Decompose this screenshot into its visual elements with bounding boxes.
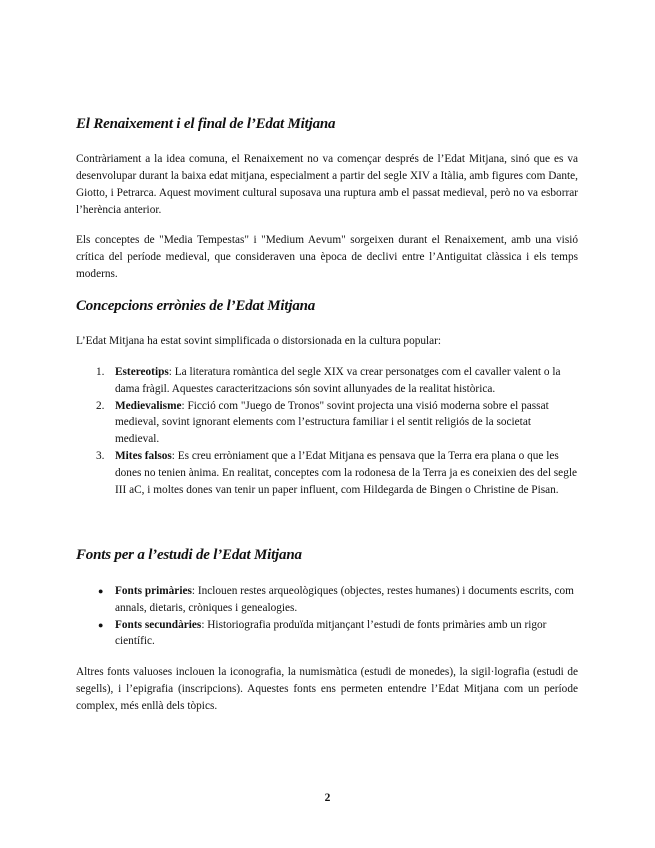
list-number: 2. [96, 399, 105, 412]
list-item [76, 364, 578, 398]
list-item-term: Mites falsos [115, 449, 172, 462]
list-item-text: : Ficció com "Juego de Tronos" sovint projecta una visió moderna sobre el passat medieval, sovint ignorant elements com l’estructura familiar i el sentit religiós de la societat medieval. [115, 399, 549, 446]
page-number: 2 [324, 792, 331, 804]
list-item [76, 617, 578, 651]
section-heading-renaixement: El Renaixement i el final de l’Edat Mitjana [76, 116, 336, 132]
list-item [76, 448, 578, 498]
list-item-term: Medievalisme [115, 399, 182, 412]
paragraph-renaixement-1: Contràriament a la idea comuna, el Renaixement no va començar després de l’Edat Mitjana, sinó que es va desenvolupar durant la baixa edat mitjana, especialment a partir del segle XIV a Itàlia, amb figures com Dante, Giotto, i Petrarca. Aquest moviment cultural suposava una ruptura amb el passat medieval, però no va esborrar l’herència anterior. [76, 153, 578, 216]
list-item [76, 398, 578, 448]
bullet-icon: ● [98, 619, 104, 630]
list-item-term: Fonts secundàries [115, 618, 202, 631]
list-item-term: Estereotips [115, 366, 169, 378]
paragraph-fonts-closing: Altres fonts valuoses inclouen la iconografia, la numismàtica (estudi de monedes), la sigil·lografia (estudi de segells), i l’epigrafia (inscripcions). Aquestes fonts ens permeten entendre l’Edat Mitjana com un període complex, més enllà dels tòpics. [76, 666, 578, 712]
paragraph-concepcions-intro: L’Edat Mitjana ha estat sovint simplificada o distorsionada en la cultura popular: [76, 335, 442, 347]
bullet-icon: ● [98, 586, 104, 596]
paragraph-renaixement-2: Els conceptes de "Media Tempestas" i "Medium Aevum" sorgeixen durant el Renaixement, amb una visió crítica del període medieval, que consideraven una època de declivi entre l’Antiguitat clàssica i els temps moderns. [76, 234, 578, 280]
list-item [76, 583, 578, 617]
section-heading-concepcions: Concepcions errònies de l’Edat Mitjana [76, 298, 316, 314]
sources-list [76, 583, 578, 650]
list-item-text: : Es creu erròniament que a l’Edat Mitjana es pensava que la Terra era plana o que les dones no tenien ànima. En realitat, conceptes com la rodonesa de la Terra ja es coneixien des del segle III aC, i moltes dones van tenir un paper influent, com Hildegarda de Bingen o Christine de Pisan. [115, 449, 577, 496]
section-heading-fonts: Fonts per a l’estudi de l’Edat Mitjana [76, 547, 302, 563]
list-item-text: : Inclouen restes arqueològiques (objectes, restes humanes) i documents escrits, com annals, dietaris, cròniques i genealogies. [115, 585, 574, 614]
list-item-text: : La literatura romàntica del segle XIX va crear personatges com el cavaller valent o la dama fràgil. Aquestes caracteritzacions són sovint allunyades de la realitat històrica. [115, 366, 561, 395]
list-number: 3. [96, 449, 105, 462]
list-item-text: : Historiografia produïda mitjançant l’estudi de fonts primàries amb un rigor científic. [115, 618, 547, 648]
list-number: 1. [96, 366, 105, 378]
list-item-term: Fonts primàries [115, 585, 192, 597]
misconceptions-list [76, 364, 578, 498]
